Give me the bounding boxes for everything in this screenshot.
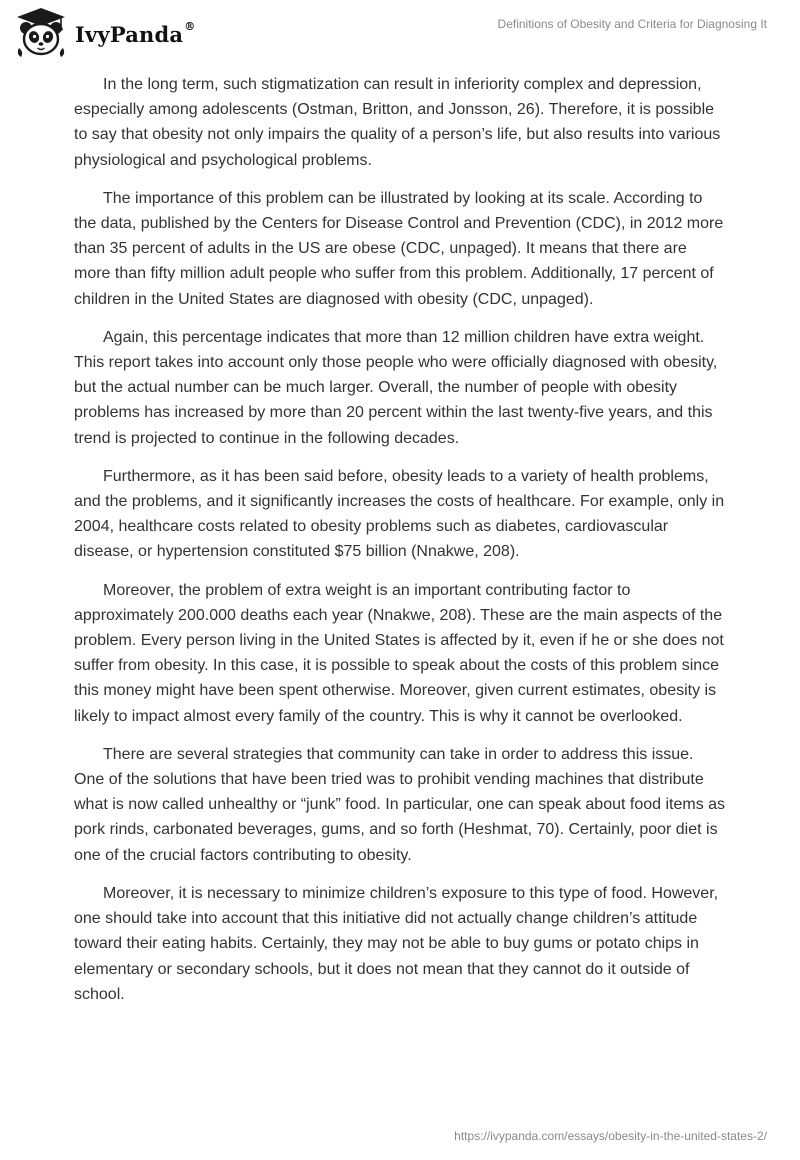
document-title: Definitions of Obesity and Criteria for Diagnosing It: [497, 17, 767, 31]
ivypanda-logo[interactable]: [15, 6, 195, 58]
logo-wordmark: IvyPanda®: [75, 19, 196, 47]
source-url-link[interactable]: https://ivypanda.com/essays/obesity-in-the-united-states-2/: [454, 1129, 767, 1143]
page-header: [0, 0, 800, 64]
paragraph: Furthermore, as it has been said before, obesity leads to a variety of health problems, and the problems, and it significantly increases the costs of healthcare. For example, only in 2004, healthcare costs related to obesity problems such as diabetes, cardiovascular disease, or hypertension constituted $75 billion (Nnakwe, 208).: [74, 467, 725, 561]
paragraph: There are several strategies that community can take in order to address this issue. One of the solutions that have been tried was to prohibit vending machines that distribute what is now called unhealthy or “junk” food. In particular, one can speak about food items as pork rinds, carbonated beverages, gums, and so forth (Heshmat, 70). Certainly, poor diet is one of the crucial factors contributing to obesity.: [74, 745, 726, 864]
paragraph: Moreover, the problem of extra weight is an important contributing factor to approximately 200.000 deaths each year (Nnakwe, 208). These are the main aspects of the problem. Every person living in the United States is affected by it, even if he or she does not suffer from obesity. In this case, it is possible to speak about the costs of this problem since this money might have been spent otherwise. Moreover, given current estimates, obesity is likely to impact almost every family of the country. This is why it cannot be overlooked.: [74, 581, 724, 725]
paragraph: In the long term, such stigmatization can result in inferiority complex and depression, especially among adolescents (Ostman, Britton, and Jonsson, 26). Therefore, it is possible to say that obesity not only impairs the quality of a person’s life, but also results into various physiological and psychological problems.: [74, 76, 721, 169]
paragraph: The importance of this problem can be illustrated by looking at its scale. According to the data, published by the Centers for Disease Control and Prevention (CDC), in 2012 more than 35 percent of adults in the US are obese (CDC, unpaged). It means that there are more than fifty million adult people who suffer from this problem. Additionally, 17 percent of children in the United States are diagnosed with obesity (CDC, unpaged).: [74, 189, 724, 308]
paragraph: Again, this percentage indicates that more than 12 million children have extra weight. This report takes into account only those people who were officially diagnosed with obesity, but the actual number can be much larger. Overall, the number of people with obesity problems has increased by more than 20 percent within the last twenty-five years, and this trend is projected to continue in the following decades.: [74, 328, 718, 447]
paragraph: Moreover, it is necessary to minimize children’s exposure to this type of food. However, one should take into account that this initiative did not actually change children’s attitude toward their eating habits. Certainly, they may not be able to buy gums or potato chips in elementary or secondary schools, but it does not mean that they cannot do it outside of school.: [74, 884, 719, 1003]
panda-graduate-icon: [15, 6, 71, 58]
essay-body: [74, 72, 726, 1020]
registered-mark: ®: [184, 19, 196, 33]
